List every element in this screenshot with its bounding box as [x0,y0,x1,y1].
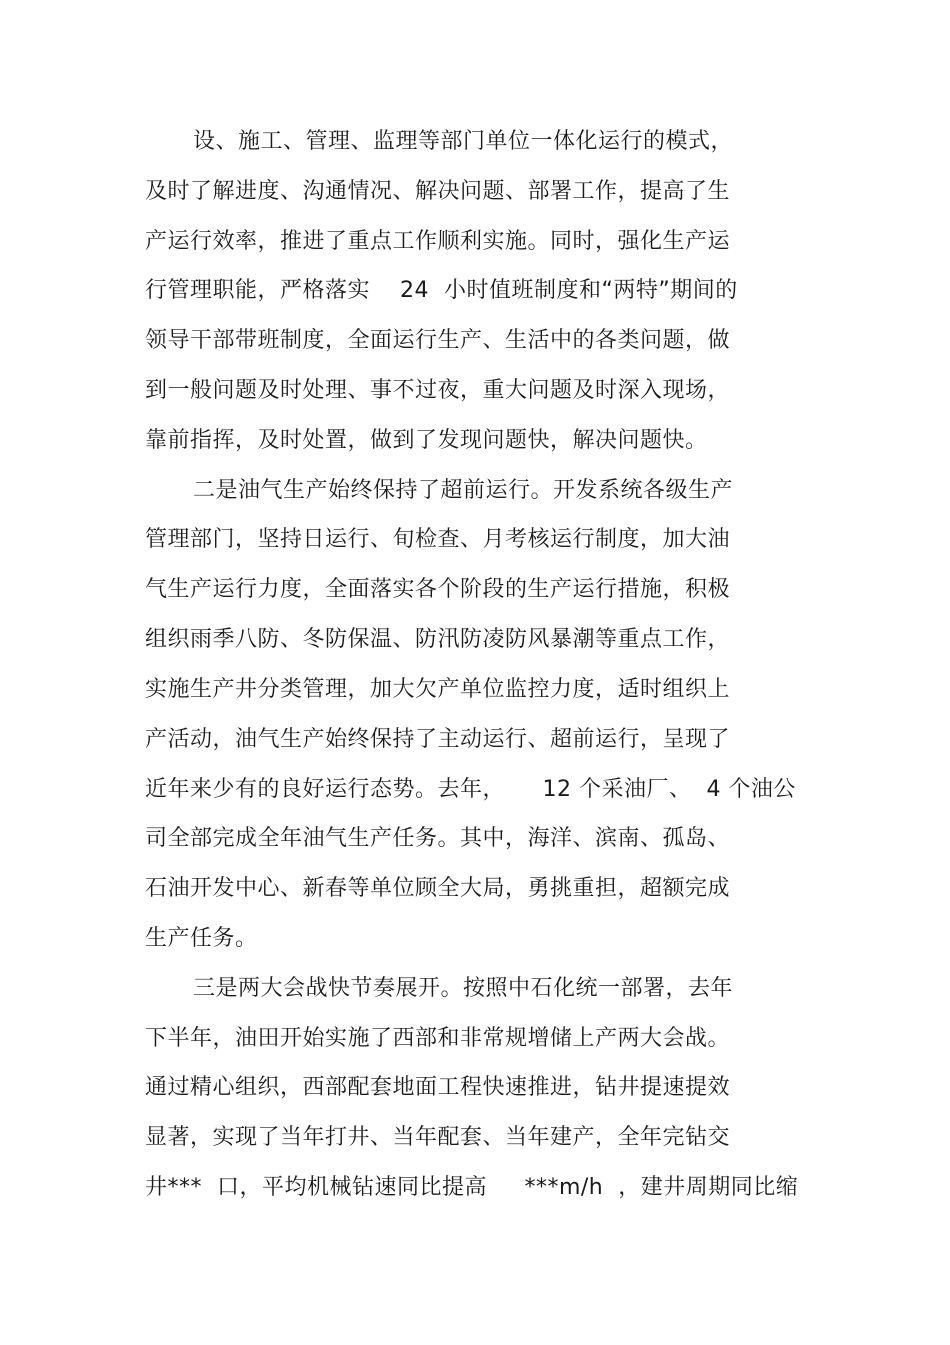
text-line: 产运行效率，推进了重点工作顺利实施。同时，强化生产运 [145,229,731,254]
text-line: 井*** 口，平均机械钻速同比提高 ***m/h ，建井周期同比缩 [145,1175,799,1200]
text-line: 行管理职能，严格落实 24 小时值班制度和“两特”期间的 [145,278,738,303]
text-line: 领导干部带班制度，全面运行生产、生活中的各类问题，做 [145,328,731,353]
text-line: 管理部门，坚持日运行、旬检查、月考核运行制度，加大油 [145,527,731,552]
text-line: 生产任务。 [145,926,258,951]
text-line: 设、施工、管理、监理等部门单位一体化运行的模式， [193,129,734,154]
text-line: 组织雨季八防、冬防保温、防汛防凌防风暴潮等重点工作， [145,627,731,652]
text-line: 近年来少有的良好运行态势。去年， 12 个采油厂、 4 个油公 [145,777,796,802]
paragraph-start-line: 三是两大会战快节奏展开。按照中石化统一部署，去年 [193,976,734,1001]
text-line: 靠前指挥，及时处置，做到了发现问题快，解决问题快。 [145,428,708,453]
text-line: 司全部完成全年油气生产任务。其中，海洋、滨南、孤岛、 [145,826,731,851]
text-line: 到一般问题及时处理、事不过夜，重大问题及时深入现场， [145,378,731,403]
paragraph-start-line: 二是油气生产始终保持了超前运行。开发系统各级生产 [193,478,734,503]
text-line: 通过精心组织，西部配套地面工程快速推进，钻井提速提效 [145,1075,731,1100]
text-line: 产活动，油气生产始终保持了主动运行、超前运行，呈现了 [145,727,731,752]
text-line: 下半年，油田开始实施了西部和非常规增储上产两大会战。 [145,1026,731,1051]
text-line: 气生产运行力度，全面落实各个阶段的生产运行措施，积极 [145,577,731,602]
text-line: 显著，实现了当年打井、当年配套、当年建产，全年完钻交 [145,1125,731,1150]
text-line: 石油开发中心、新春等单位顾全大局，勇挑重担，超额完成 [145,876,731,901]
text-line: 实施生产井分类管理，加大欠产单位监控力度，适时组织上 [145,677,731,702]
text-line: 及时了解进度、沟通情况、解决问题、部署工作，提高了生 [145,179,731,204]
